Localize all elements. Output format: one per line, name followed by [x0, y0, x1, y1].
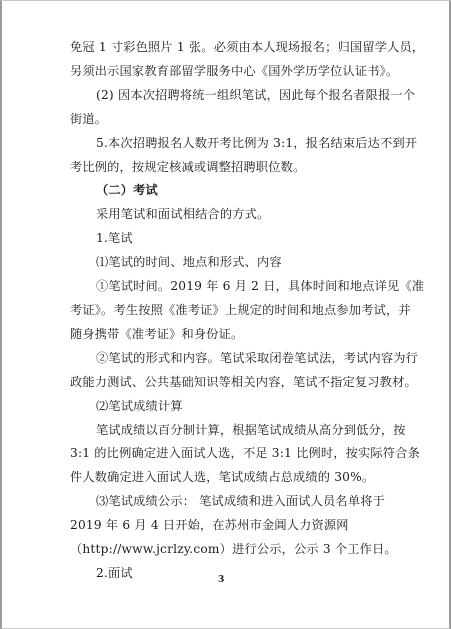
- text-line: 免冠 1 寸彩色照片 1 张。必须由本人现场报名；归国留学人员，: [70, 40, 425, 54]
- document-body: [70, 36, 425, 586]
- text-line: 采用笔试和面试相结合的方式。: [96, 207, 270, 222]
- text-line: ⑴笔试的时间、地点和形式、内容: [96, 255, 282, 270]
- text-line: 街道。: [70, 111, 108, 126]
- text-line: (2) 因本次招聘将统一组织笔试，因此每个报名者限报一个: [96, 87, 416, 102]
- page-number: 3: [218, 575, 225, 585]
- text-line: 2.面试: [96, 565, 133, 580]
- text-line: 5.本次招聘报名人数开考比例为 3:1，报名结束后达不到开: [96, 135, 418, 150]
- text-line: （http://www.jcrlzy.com）进行公示，公示 3 个工作日。: [70, 542, 397, 557]
- text-line: 考证》。考生按照《准考证》上规定的时间和地点参加考试，并: [70, 302, 411, 317]
- text-line: ②笔试的形式和内容。笔试采取闭卷笔试法，考试内容为行: [96, 350, 419, 365]
- text-line: 3:1 的比例确定进入面试人选，不足 3:1 比例时，按实际符合条: [70, 446, 420, 461]
- text-line: 2019 年 6 月 4 日开始，在苏州市金阊人力资源网: [70, 518, 349, 533]
- text-line: 另须出示国家教育部留学服务中心《国外学历学位认证书》。: [70, 63, 399, 78]
- text-line: 件人数确定进入面试人选，笔试成绩占总成绩的 30%。: [70, 470, 375, 485]
- text-line: 政能力测试、公共基础知识等相关内容，笔试不指定复习教材。: [70, 374, 417, 389]
- text-line: ⑶笔试成绩公示： 笔试成绩和进入面试人员名单将于: [96, 494, 385, 509]
- text-line: 1.笔试: [96, 231, 133, 246]
- text-line: 考比例的，按规定核减或调整招聘职位数。: [70, 159, 306, 174]
- text-line: ①笔试时间。2019 年 6 月 2 日，具体时间和地点详见《准: [96, 279, 425, 294]
- section-heading: （二）考试: [96, 183, 158, 198]
- text-line: 笔试成绩以百分制计算，根据笔试成绩从高分到低分，按: [96, 422, 406, 437]
- text-line: 随身携带《准考证》和身份证。: [70, 326, 244, 341]
- text-line: ⑵笔试成绩计算: [96, 398, 183, 413]
